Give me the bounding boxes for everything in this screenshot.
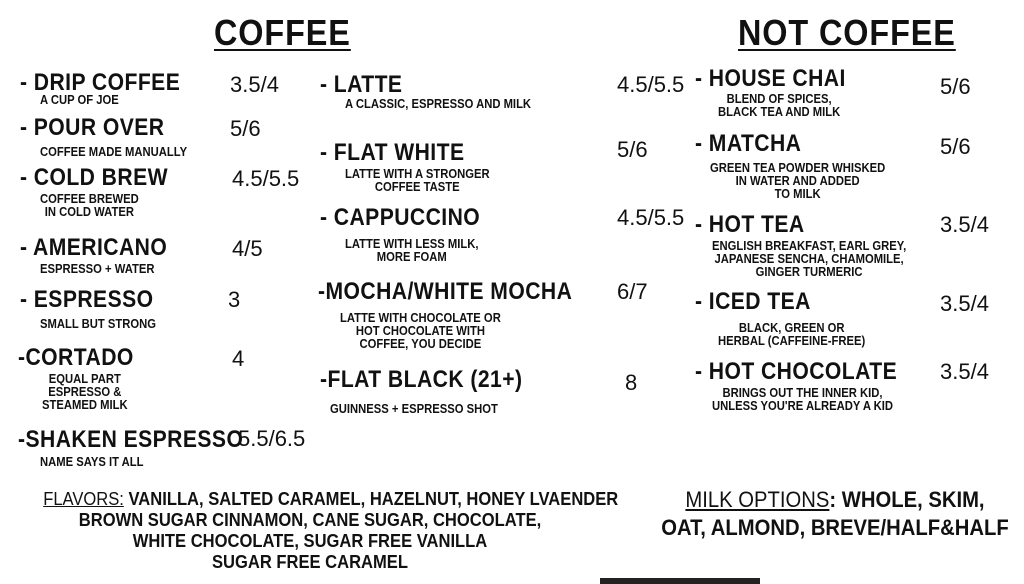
menu-item-price: 4.5/5.5 [617, 205, 685, 230]
menu-item-name: -FLAT BLACK (21+) [320, 366, 523, 393]
flavors-line: VANILLA, SALTED CARAMEL, HAZELNUT, HONEY LVAENDER [123, 489, 619, 509]
menu-item-price: 4.5/5.5 [232, 166, 300, 191]
menu-item-name: - MATCHA [695, 130, 802, 157]
menu-item-price: 4 [232, 346, 245, 371]
bottom-bar [600, 578, 760, 584]
menu-item-price: 5/6 [230, 116, 261, 141]
menu-item-description: EQUAL PART ESPRESSO & STEAMED MILK [42, 372, 128, 412]
not-coffee-title: NOT COFFEE [738, 12, 956, 53]
menu-item-description: GUINNESS + ESPRESSO SHOT [330, 402, 498, 416]
menu-item-price: 3.5/4 [940, 359, 989, 384]
menu-item-description: ESPRESSO + WATER [40, 262, 155, 276]
menu-item-price: 3 [228, 287, 241, 312]
menu-item-description: COFFEE MADE MANUALLY [40, 145, 188, 159]
menu-item-name: - HOUSE CHAI [695, 65, 846, 92]
menu-item-description: A CUP OF JOE [40, 93, 119, 107]
menu-item-name: -SHAKEN ESPRESSO [18, 426, 244, 453]
flavors-line: SUGAR FREE CARAMEL [212, 552, 408, 572]
menu-item-price: 3.5/4 [940, 291, 989, 316]
menu-item-name: - CAPPUCCINO [320, 204, 481, 231]
menu-item-name: - FLAT WHITE [320, 139, 465, 166]
milk-line: OAT, ALMOND, BREVE/HALF&HALF [661, 515, 1009, 540]
menu-item-name: -CORTADO [18, 344, 134, 371]
menu-item-name: - LATTE [320, 71, 403, 98]
menu-item-description: LATTE WITH A STRONGER COFFEE TASTE [345, 167, 490, 194]
flavors-note [43, 489, 619, 573]
flavors-line: BROWN SUGAR CINNAMON, CANE SUGAR, CHOCOLATE, [78, 510, 542, 530]
flavors-line: WHITE CHOCOLATE, SUGAR FREE VANILLA [132, 531, 488, 551]
menu-item-description: NAME SAYS IT ALL [40, 455, 144, 469]
menu-item-price: 5/6 [617, 137, 648, 162]
menu-item-name: - POUR OVER [20, 114, 165, 141]
menu-item-description: LATTE WITH CHOCOLATE OR HOT CHOCOLATE WITH COFFEE, YOU DECIDE [340, 311, 501, 351]
milk-label: MILK OPTIONS [685, 487, 830, 512]
menu-item-name: - HOT CHOCOLATE [695, 358, 898, 385]
menu-item-price: 5.5/6.5 [238, 426, 306, 451]
menu-item-price: 8 [625, 370, 638, 395]
menu-item-description: COFFEE BREWED IN COLD WATER [40, 192, 139, 219]
menu-item-name: - DRIP COFFEE [20, 69, 181, 96]
menu-item-price: 3.5/4 [940, 212, 989, 237]
menu-item-name: -MOCHA/WHITE MOCHA [318, 278, 573, 305]
menu-item-name: - ESPRESSO [20, 286, 154, 313]
menu-item-description: LATTE WITH LESS MILK, MORE FOAM [345, 237, 479, 264]
menu-item-description: SMALL BUT STRONG [40, 317, 157, 331]
menu-item-description: A CLASSIC, ESPRESSO AND MILK [345, 97, 532, 111]
milk-line: : WHOLE, SKIM, [829, 487, 985, 512]
menu-item-name: - ICED TEA [695, 288, 811, 315]
menu-item-description: ENGLISH BREAKFAST, EARL GREY, JAPANESE SENCHA, CHAMOMILE, GINGER TURMERIC [712, 239, 907, 279]
menu-item-price: 4/5 [232, 236, 263, 261]
menu-item-description: BRINGS OUT THE INNER KID, UNLESS YOU'RE ALREADY A KID [712, 386, 894, 413]
menu-item-price: 6/7 [617, 279, 648, 304]
menu-item-price: 4.5/5.5 [617, 72, 685, 97]
menu-item-description: BLACK, GREEN OR HERBAL (CAFFEINE-FREE) [718, 321, 866, 348]
flavors-label: FLAVORS: [43, 489, 124, 509]
menu-item-price: 5/6 [940, 74, 971, 99]
menu-item-price: 3.5/4 [230, 72, 279, 97]
menu-item-description: BLEND OF SPICES, BLACK TEA AND MILK [718, 92, 841, 119]
menu-item-name: - HOT TEA [695, 211, 805, 238]
menu-item-description: GREEN TEA POWDER WHISKED IN WATER AND ADDED TO MILK [710, 161, 886, 201]
menu-item-name: - COLD BREW [20, 164, 168, 191]
menu-item-price: 5/6 [940, 134, 971, 159]
coffee-title: COFFEE [214, 12, 351, 53]
menu-item-name: - AMERICANO [20, 234, 168, 261]
milk-options-note [656, 486, 1015, 542]
